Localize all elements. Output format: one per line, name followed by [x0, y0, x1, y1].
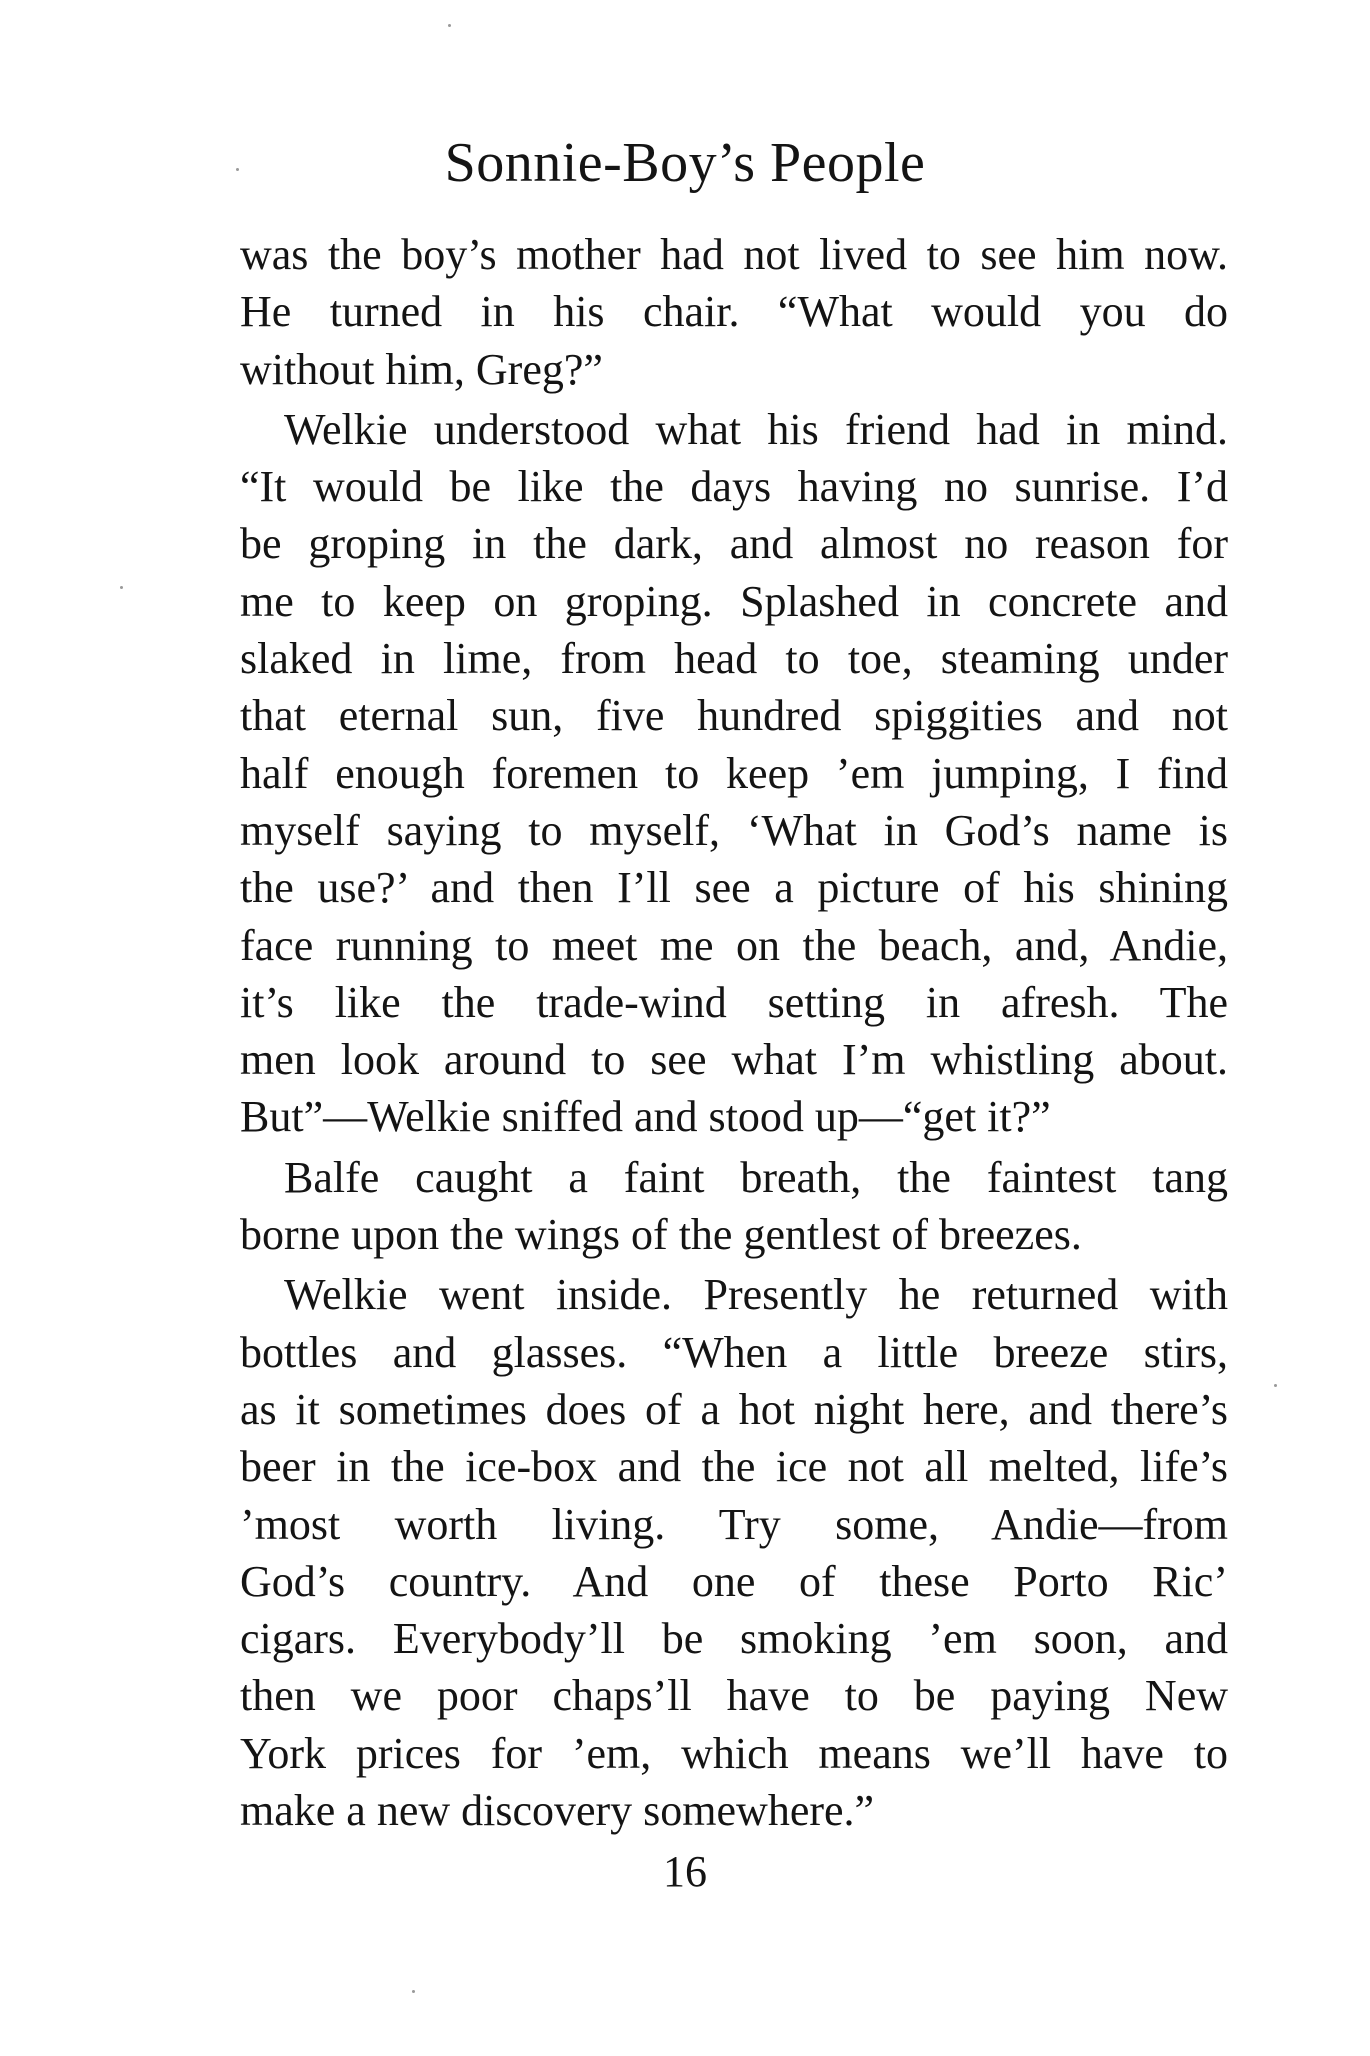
text-line: borne upon the wings of the gentlest of breezes. [240, 1210, 1082, 1260]
text-line: He turned in his chair. “What would you do [240, 287, 1228, 337]
text-line: ’most worth living. Try some, Andie—from [240, 1499, 1228, 1549]
text-line: then we poor chaps’ll have to be paying New [240, 1671, 1228, 1721]
text-line: “It would be like the days having no sunrise. I’d [240, 462, 1228, 512]
text-line: face running to meet me on the beach, and, Andie, [240, 920, 1228, 970]
running-head: Sonnie-Boy’s People [444, 132, 926, 194]
text-line: without him, Greg?” [240, 344, 603, 394]
text-line: it’s like the trade-wind setting in afresh. The [240, 977, 1228, 1027]
text-line: York prices for ’em, which means we’ll have to [240, 1728, 1228, 1778]
text-line: God’s country. And one of these Porto Ric’ [240, 1556, 1228, 1606]
text-line: beer in the ice-box and the ice not all melted, life’s [240, 1442, 1228, 1492]
text-line: half enough foremen to keep ’em jumping, I find [240, 748, 1228, 798]
body-text [240, 226, 1228, 1839]
paper-speck [120, 586, 123, 589]
paragraph-first-line: Welkie went inside. Presently he returned with [284, 1270, 1228, 1320]
paper-speck [448, 24, 451, 27]
text-line: myself saying to myself, ‘What in God’s name is [240, 805, 1228, 855]
paragraph-first-line: Welkie understood what his friend had in mind. [284, 404, 1228, 454]
text-line: was the boy’s mother had not lived to see him now. [240, 230, 1228, 279]
text-line: But”—Welkie sniffed and stood up—“get it?” [240, 1092, 1051, 1142]
text-line: as it sometimes does of a hot night here, and there’s [240, 1384, 1228, 1434]
text-line: me to keep on groping. Splashed in concrete and [240, 576, 1228, 626]
text-line: slaked in lime, from head to toe, steaming under [240, 634, 1228, 684]
text-line: bottles and glasses. “When a little breeze stirs, [240, 1327, 1228, 1377]
page-number: 16 [663, 1847, 707, 1896]
text-line: make a new discovery somewhere.” [240, 1786, 875, 1836]
text-line: men look around to see what I’m whistling about. [240, 1035, 1228, 1085]
paper-speck [1274, 1384, 1277, 1387]
text-line: be groping in the dark, and almost no reason for [240, 519, 1228, 569]
text-line: that eternal sun, five hundred spiggities and not [240, 691, 1228, 741]
paragraph-first-line: Balfe caught a faint breath, the faintest tang [284, 1152, 1228, 1202]
text-line: cigars. Everybody’ll be smoking ’em soon, and [240, 1614, 1228, 1664]
text-line: the use?’ and then I’ll see a picture of his shining [240, 863, 1228, 913]
paper-speck [412, 1990, 415, 1993]
